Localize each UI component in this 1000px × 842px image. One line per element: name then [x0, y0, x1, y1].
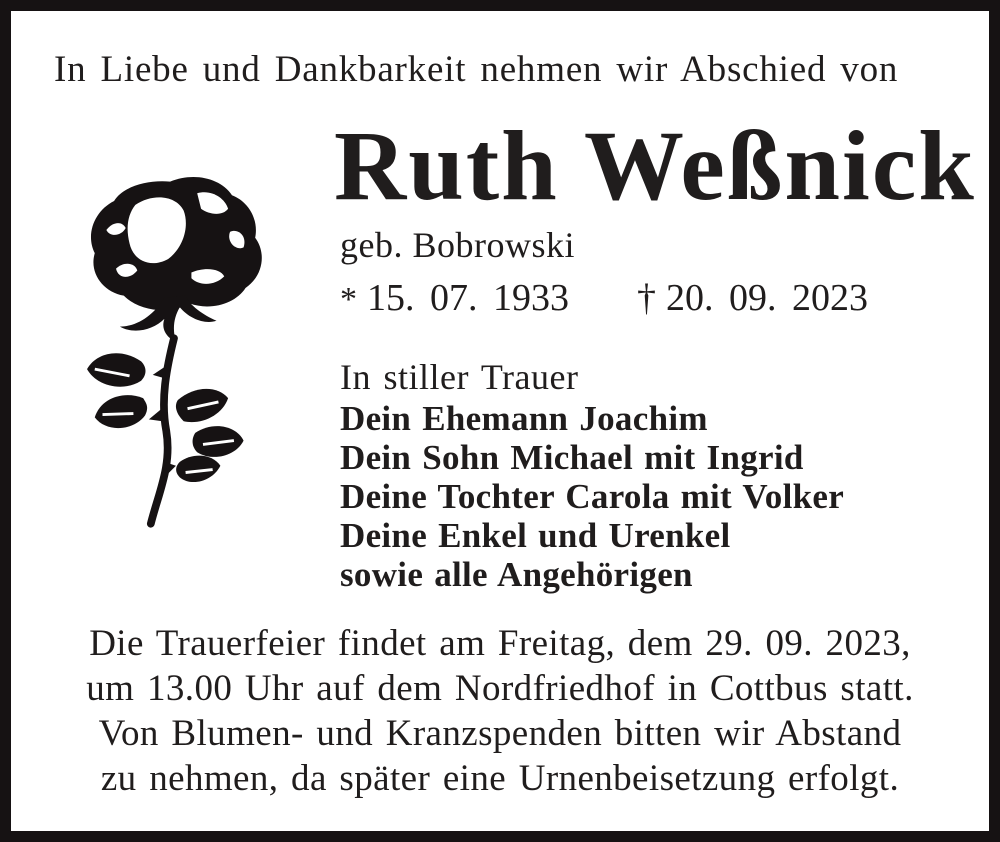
funeral-details — [28, 621, 972, 801]
funeral-line: zu nehmen, da später eine Urnenbeisetzung erfolgt. — [100, 758, 900, 799]
funeral-line: Die Trauerfeier findet am Freitag, dem 29. 09. 2023, — [89, 623, 911, 664]
birth-date-text: 15. 07. 1933 — [367, 277, 569, 319]
rose-icon — [76, 172, 272, 544]
life-dates — [340, 276, 868, 320]
death-date-text: 20. 09. 2023 — [666, 277, 868, 319]
born-symbol: * — [340, 281, 357, 318]
cross-icon: † — [637, 277, 656, 319]
intro-line: In Liebe und Dankbarkeit nehmen wir Abschied von — [54, 49, 899, 90]
funeral-line: um 13.00 Uhr auf dem Nordfriedhof in Cottbus statt. — [86, 668, 914, 709]
death-date — [637, 276, 868, 320]
mourner-line: sowie alle Angehörigen — [340, 555, 693, 594]
maiden-name: geb. Bobrowski — [340, 225, 575, 265]
birth-date — [340, 277, 569, 319]
mourners-list — [340, 399, 844, 594]
mourner-line: Dein Sohn Michael mit Ingrid — [340, 438, 804, 477]
funeral-line: Von Blumen- und Kranzspenden bitten wir Abstand — [98, 713, 902, 754]
mourner-line: Dein Ehemann Joachim — [340, 399, 708, 438]
mourner-line: Deine Tochter Carola mit Volker — [340, 477, 845, 516]
mourning-intro: In stiller Trauer — [340, 357, 579, 397]
mourner-line: Deine Enkel und Urenkel — [340, 516, 731, 555]
deceased-name: Ruth Weßnick — [334, 110, 976, 221]
